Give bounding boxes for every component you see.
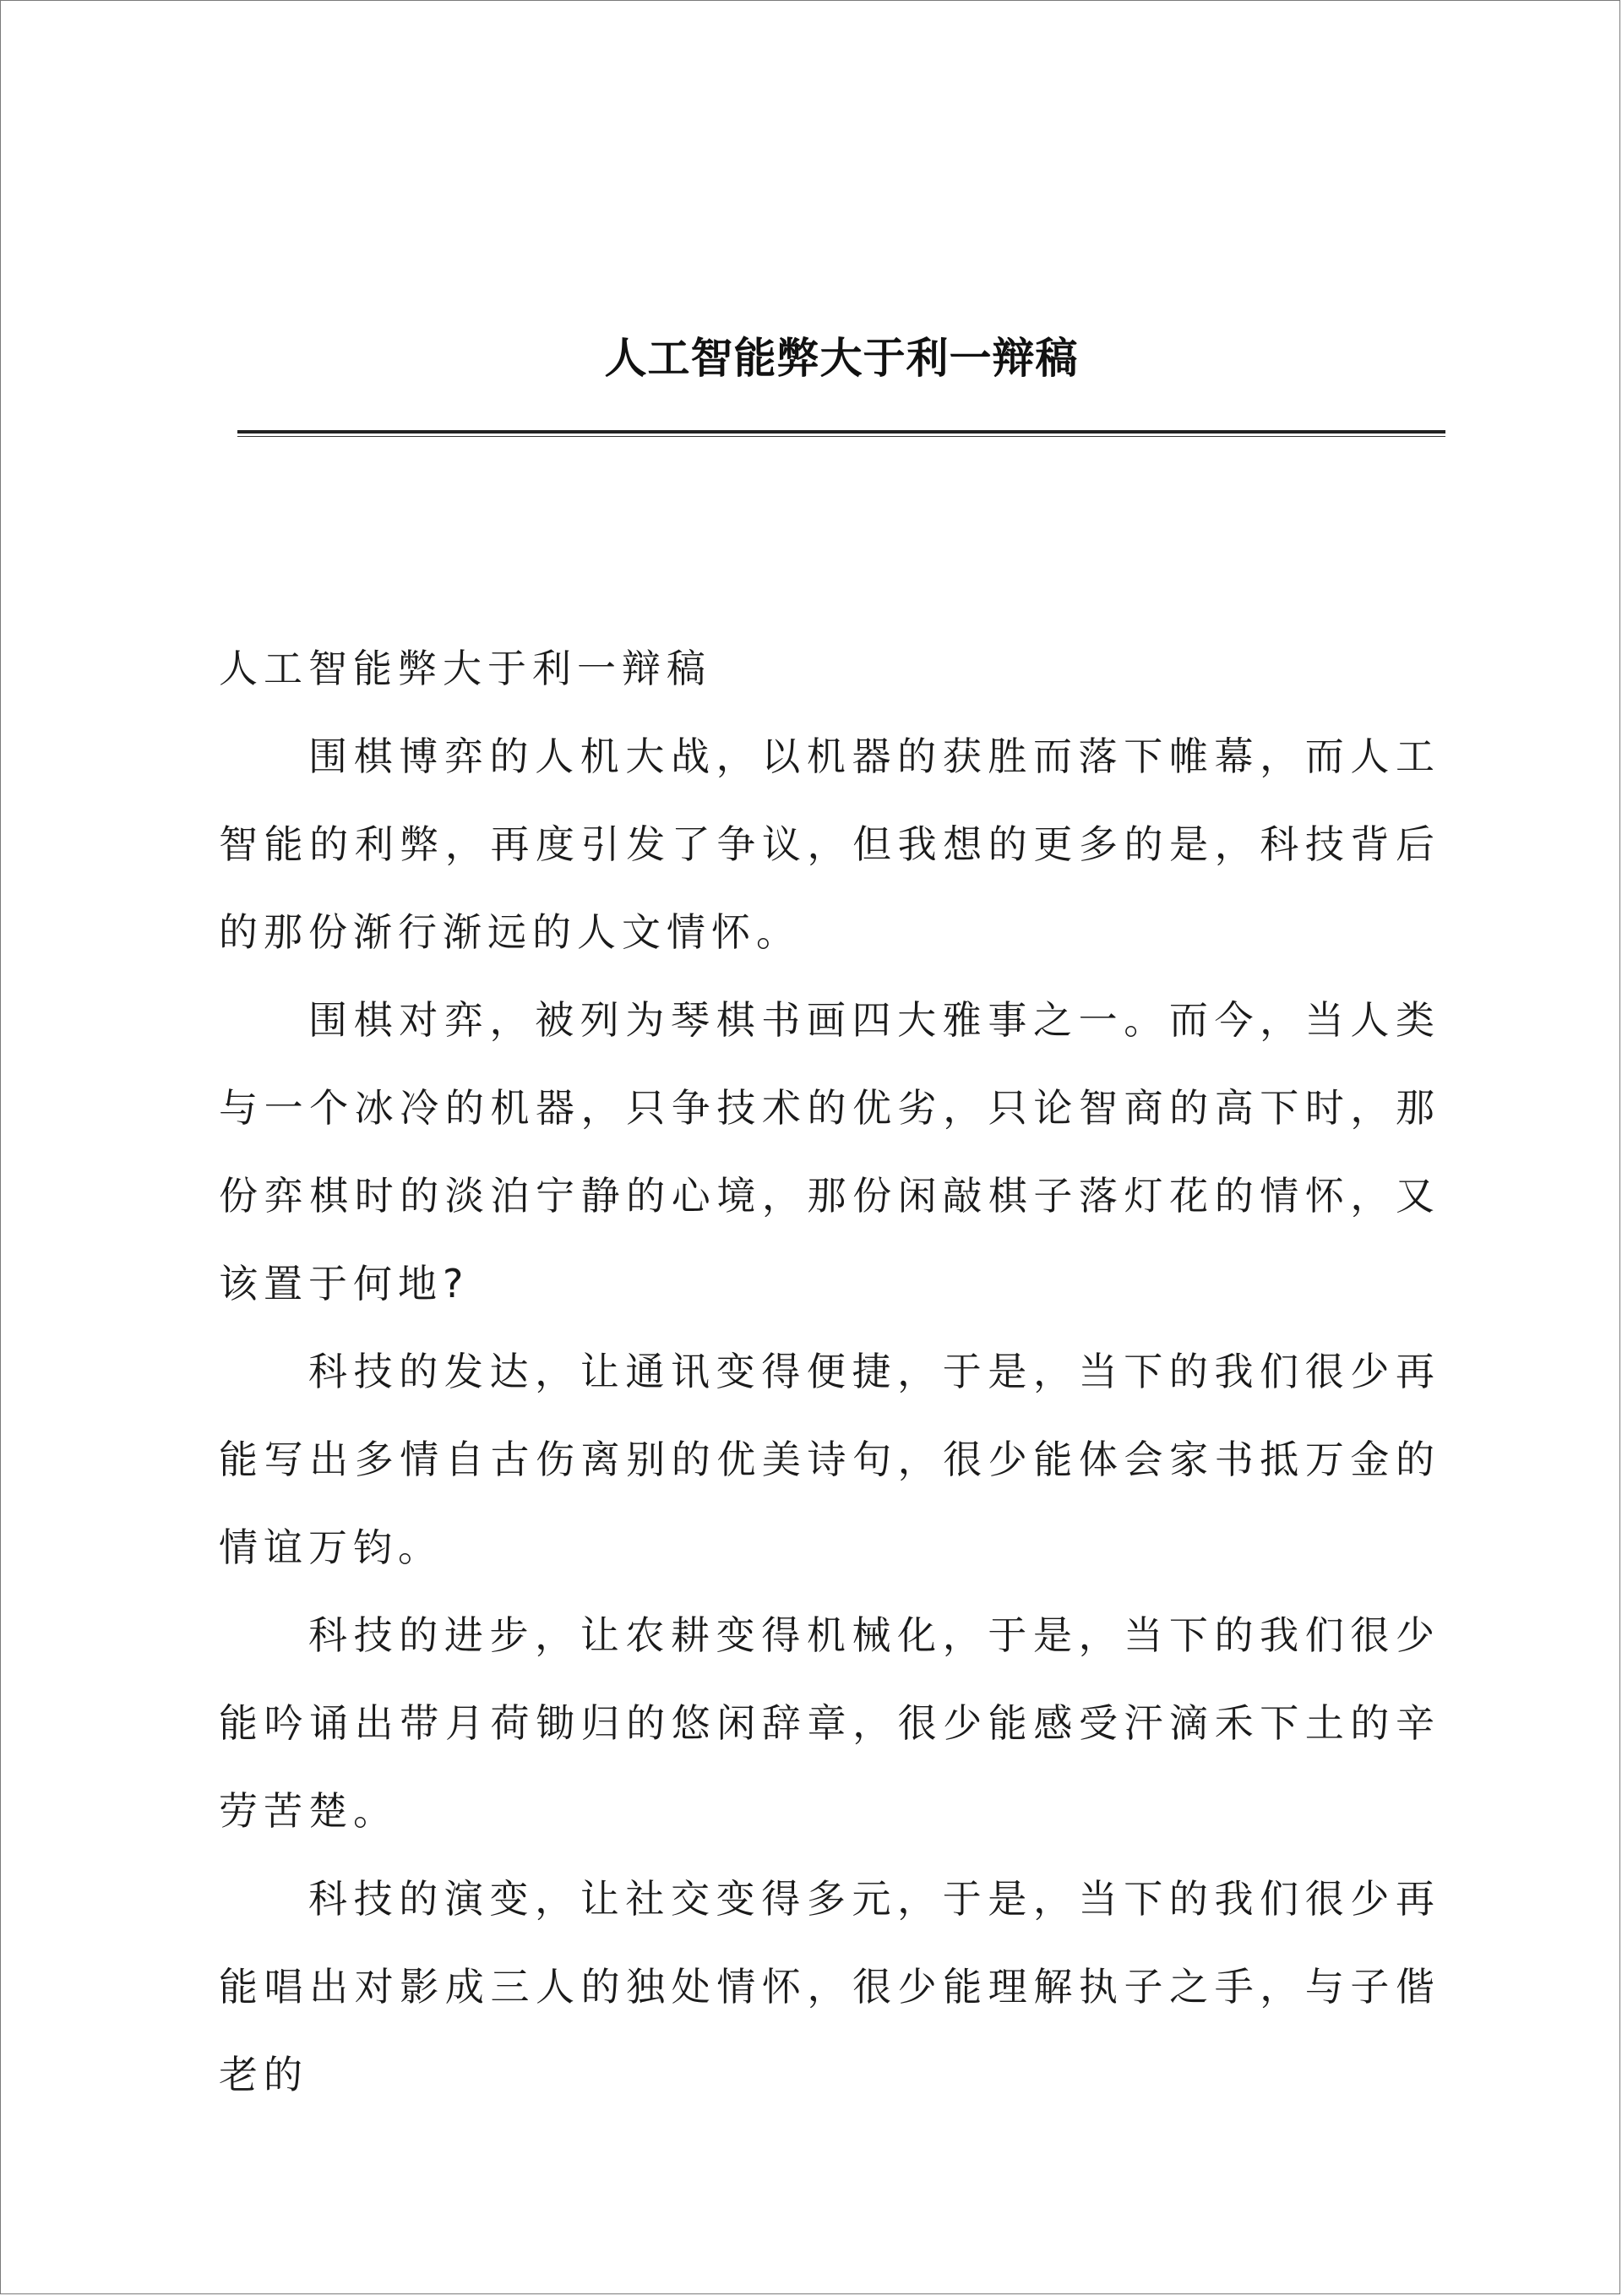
paragraph: 科技的进步，让农耕变得机械化，于是，当下的我们很少能吟诵出带月荷锄归的悠闲辞章，很少能感受汗滴禾下土的辛劳苦楚。 — [219, 1612, 1440, 1834]
header-divider-thick — [237, 430, 1445, 434]
document-body — [219, 624, 1440, 2119]
header-title: 人工智能弊大于利一辩稿 — [604, 333, 1079, 383]
document-title: 人工智能弊大于利一辩稿 — [219, 646, 711, 691]
page-header — [237, 329, 1445, 447]
paragraph: 围棋博弈的人机大战，以机器的获胜而落下帷幕，而人工智能的利弊，再度引发了争议，但我想的更多的是，科技背后的那份渐行渐远的人文情怀。 — [219, 734, 1440, 955]
paragraph: 围棋对弈，被列为琴棋书画四大雅事之一。而今，当人类与一个冰冷的机器，只争技术的优劣，只论智商的高下时，那份弈棋时的淡泊宁静的心境，那份闲敲棋子落灯花的情怀，又该置于何地? — [219, 997, 1440, 1306]
paragraph: 科技的发达，让通讯变得便捷，于是，当下的我们很少再能写出多情自古伤离别的优美诗句，很少能体会家书抵万金的情谊万钧。 — [219, 1349, 1440, 1570]
paragraph: 科技的演变，让社交变得多元，于是，当下的我们很少再能唱出对影成三人的独处情怀，很少能理解执子之手，与子偕老的 — [219, 1876, 1440, 2097]
header-divider-thin — [237, 436, 1445, 437]
